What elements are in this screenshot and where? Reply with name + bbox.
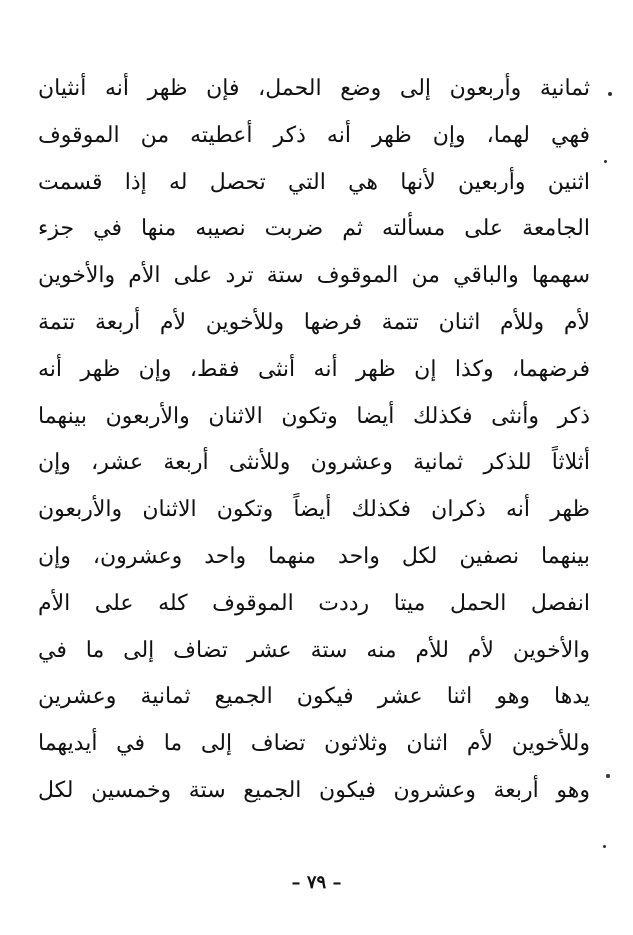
text-line: اثنين وأربعين لأنها هي التي تحصل له إذا قسمت: [38, 169, 590, 195]
margin-speck: [604, 160, 607, 163]
text-line: سهمها والباقي من الموقوف ستة ترد على الأم والأخوين: [38, 263, 590, 289]
text-line: والأخوين لأم للأم منه ستة عشر تضاف إلى ما في: [38, 637, 590, 663]
text-line: ثمانية وأربعون إلى وضع الحمل، فإن ظهر أنه أنثيان: [38, 76, 590, 101]
text-line: يدها وهو اثنا عشر فيكون الجميع ثمانية وعشرين: [38, 684, 590, 710]
text-line: ظهر أنه ذكران فكذلك أيضاً وتكون الاثنان والأربعون: [38, 497, 590, 523]
margin-speck: [608, 92, 612, 96]
text-line: فهي لهما، وإن ظهر أنه ذكر أعطيته من الموقوف: [38, 122, 590, 148]
text-line: وهو أربعة وعشرون فيكون الجميع ستة وخمسين لكل: [38, 777, 590, 803]
page-number: – ٧٩ –: [291, 872, 342, 893]
text-line: انفصل الحمل ميتا رددت الموقوف كله على الأم: [38, 590, 590, 616]
text-line: ذكر وأنثى فكذلك أيضا وتكون الاثنان والأربعون بينهما: [38, 403, 590, 429]
text-line: أثلاثاً للذكر ثمانية وعشرون وللأنثى أربعة عشر، وإن: [38, 450, 590, 476]
body-text: [38, 66, 590, 815]
margin-speck: [606, 774, 610, 778]
text-line: فرضهما، وكذا إن ظهر أنه أنثى فقط، وإن ظهر أنه: [38, 356, 590, 382]
text-line: وللأخوين لأم اثنان وثلاثون تضاف إلى ما في أيديهما: [38, 731, 590, 757]
text-line: لأم وللأم اثنان تتمة فرضها وللأخوين لأم أربعة تتمة: [38, 309, 590, 335]
text-line: الجامعة على مسألته ثم ضربت نصيبه منها في جزء: [38, 216, 590, 242]
margin-speck: [603, 845, 606, 848]
text-line: بينهما نصفين لكل واحد منهما واحد وعشرون، وإن: [38, 543, 590, 569]
